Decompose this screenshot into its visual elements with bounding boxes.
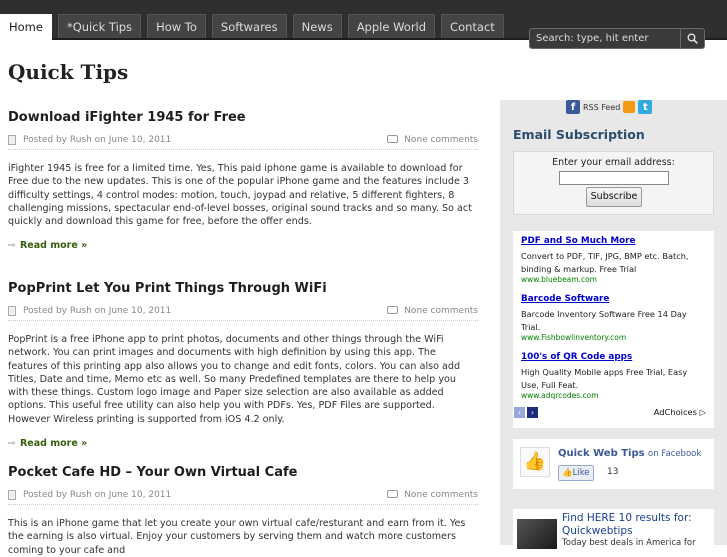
page-title: Quick Tips	[8, 60, 129, 84]
post-byline: Posted by Rush on June 10, 2011	[23, 306, 172, 316]
email-subscription-heading: Email Subscription	[513, 127, 645, 142]
facebook-icon[interactable]: f	[566, 100, 580, 114]
main-menu	[0, 14, 510, 40]
ad-prev-button[interactable]: ‹	[514, 407, 525, 418]
facebook-page-name: Quick Web Tips	[558, 448, 645, 459]
search-box	[529, 28, 705, 49]
post-article	[8, 281, 478, 449]
post-article	[8, 465, 478, 557]
post-byline: Posted by Rush on June 10, 2011	[23, 135, 172, 145]
ad-block	[513, 231, 714, 428]
sidebar	[500, 100, 727, 548]
nav-item-quick-tips[interactable]: *Quick Tips	[58, 14, 141, 38]
comment-bubble-icon	[387, 490, 398, 498]
twitter-icon[interactable]: t	[638, 100, 652, 114]
nav-item-home[interactable]: Home	[0, 14, 52, 40]
ad-item	[521, 352, 707, 400]
read-more-link[interactable]	[8, 438, 478, 449]
ad-url[interactable]: www.adqrcodes.com	[521, 391, 599, 400]
like-icon: 👍	[562, 468, 573, 478]
search-input[interactable]	[530, 29, 680, 48]
nav-item-softwares[interactable]: Softwares	[212, 14, 287, 38]
top-navigation-bar	[0, 0, 727, 40]
search-button[interactable]	[680, 29, 704, 48]
post-excerpt: iFighter 1945 is free for a limited time. Yes, This paid iphone game is available to download for Free due to the new updates. This is one of the popular iPhone game and the features include 3 difficulty settings, 4 control modes: motion, touch, joypad and relative, 5 different fighters, 8 challenging missions, spectacular end-of-level bosses, original sound tracks and so many. So act quickly and download this game for free, before the offer ends.	[8, 163, 472, 228]
ad-text: High Quality Mobile apps Free Trial, Easy Use, Full Feat.	[521, 367, 688, 390]
thumbs-up-icon: 👍	[520, 447, 550, 477]
read-more-link[interactable]	[8, 240, 478, 251]
post-title-link[interactable]: PopPrint Let You Print Things Through WiFi	[8, 281, 327, 296]
post-meta	[8, 134, 478, 150]
promo-subtext: Today best deals in America for	[562, 538, 696, 548]
post-excerpt: This is an iPhone game that let you create your own virtual cafe/resturant and earn from it. Yes the earning is also virtual. Enjoy your customers by serving them and watch more customers coming to your cafe and	[8, 518, 466, 556]
search-icon	[687, 33, 698, 44]
facebook-like-box	[513, 439, 714, 489]
ad-url[interactable]: www.Fishbowlinventory.com	[521, 333, 627, 342]
comments-link[interactable]: None comments	[404, 490, 478, 500]
promo-ad	[513, 509, 714, 548]
ad-pager	[514, 407, 538, 418]
social-links	[566, 99, 656, 115]
nav-item-news[interactable]: News	[293, 14, 342, 38]
promo-title-link[interactable]: Find HERE 10 results for: Quickwebtips	[562, 512, 692, 537]
post-meta	[8, 489, 478, 505]
subscribe-button[interactable]: Subscribe	[586, 187, 642, 207]
promo-image[interactable]	[517, 519, 557, 549]
document-icon	[8, 306, 16, 316]
comment-bubble-icon	[387, 306, 398, 314]
ad-title-link[interactable]: PDF and So Much More	[521, 236, 636, 246]
ad-title-link[interactable]: 100's of QR Code apps	[521, 352, 633, 362]
nav-item-apple-world[interactable]: Apple World	[348, 14, 435, 38]
comments-link[interactable]: None comments	[404, 135, 478, 145]
email-label: Enter your email address:	[552, 157, 675, 168]
post-title-link[interactable]: Download iFighter 1945 for Free	[8, 110, 246, 125]
ad-item	[521, 294, 707, 342]
ad-next-button[interactable]: ›	[527, 407, 538, 418]
read-more-label: Read more »	[19, 438, 88, 450]
arrow-icon: ⇨	[8, 438, 16, 450]
email-subscription-form	[513, 151, 714, 215]
like-count: 13	[607, 467, 619, 477]
post-meta	[8, 305, 478, 321]
arrow-icon: ⇨	[8, 240, 16, 252]
like-label: Like	[572, 468, 590, 478]
post-article	[8, 110, 478, 251]
document-icon	[8, 135, 16, 145]
ad-text: Convert to PDF, TIF, JPG, BMP etc. Batch, binding & markup. Free Trial	[521, 251, 689, 274]
ad-text: Barcode Inventory Software Free 14 Day Trial.	[521, 309, 687, 332]
like-button[interactable]	[558, 465, 594, 481]
post-byline: Posted by Rush on June 10, 2011	[23, 490, 172, 500]
rss-feed-link[interactable]: RSS Feed	[583, 102, 621, 112]
ad-title-link[interactable]: Barcode Software	[521, 294, 610, 304]
document-icon	[8, 490, 16, 500]
email-field[interactable]	[559, 171, 669, 185]
comment-bubble-icon	[387, 135, 398, 143]
adchoices-link[interactable]: AdChoices ▷	[653, 407, 706, 417]
ad-item	[521, 236, 707, 284]
facebook-page-link[interactable]	[558, 448, 701, 459]
nav-item-contact[interactable]: Contact	[441, 14, 504, 38]
comments-link[interactable]: None comments	[404, 306, 478, 316]
rss-icon[interactable]	[623, 101, 635, 113]
ad-url[interactable]: www.bluebeam.com	[521, 275, 597, 284]
facebook-on-label: on Facebook	[648, 449, 702, 459]
nav-item-how-to[interactable]: How To	[147, 14, 206, 38]
post-title-link[interactable]: Pocket Cafe HD – Your Own Virtual Cafe	[8, 465, 298, 480]
post-excerpt: PopPrint is a free iPhone app to print photos, documents and other things through the WiFi network. You can print images and documents with high definition by using this app. The features of this printing app also allows you to change and edit fonts, colors. You can also add Titles, Date and time, Memo etc as well. So many Predefined templates are there to help you with these things. Custom logo image and Paper size selection are also available as added options. This useful free utility can also help you with PDFs. Yes, PDF Files are supported. However Wireless printing is supported from iOS 4.2 only.	[8, 334, 461, 425]
read-more-label: Read more »	[19, 240, 88, 252]
